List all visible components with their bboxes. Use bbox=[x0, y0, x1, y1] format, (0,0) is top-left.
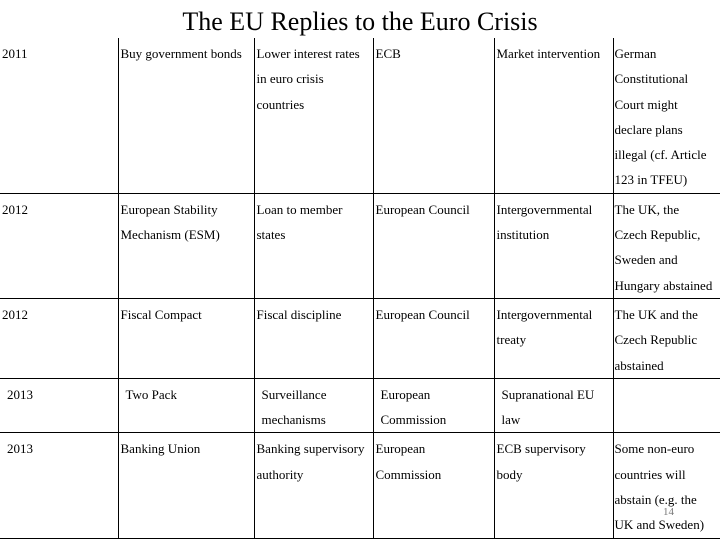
table-row bbox=[0, 298, 720, 378]
notes-cell: The UK and the Czech Republic abstained bbox=[613, 298, 720, 378]
type-cell: ECB supervisory body bbox=[494, 433, 613, 538]
aim-cell: Surveillance mechanisms bbox=[254, 378, 373, 433]
page-number: 14 bbox=[663, 506, 674, 518]
year-cell: 2011 bbox=[0, 38, 118, 193]
actor-cell: European Council bbox=[373, 298, 494, 378]
table-row bbox=[0, 38, 720, 193]
measure-cell: European Stability Mechanism (ESM) bbox=[118, 193, 254, 298]
notes-cell: The UK, the Czech Republic, Sweden and Hungary abstained bbox=[613, 193, 720, 298]
aim-cell: Loan to member states bbox=[254, 193, 373, 298]
actor-cell: European Council bbox=[373, 193, 494, 298]
table-row bbox=[0, 378, 720, 433]
actor-cell: European Commission bbox=[373, 433, 494, 538]
slide-title: The EU Replies to the Euro Crisis bbox=[182, 7, 538, 36]
year-cell: 2013 bbox=[0, 433, 118, 538]
measure-cell: Two Pack bbox=[118, 378, 254, 433]
table-row bbox=[0, 433, 720, 538]
type-cell: Intergovernmental treaty bbox=[494, 298, 613, 378]
notes-cell: German Constitutional Court might declare plans illegal (cf. Article 123 in TFEU) bbox=[613, 38, 720, 193]
type-cell: Market intervention bbox=[494, 38, 613, 193]
type-cell: Intergovernmental institution bbox=[494, 193, 613, 298]
measure-cell: Fiscal Compact bbox=[118, 298, 254, 378]
actor-cell: ECB bbox=[373, 38, 494, 193]
year-cell: 2012 bbox=[0, 193, 118, 298]
aim-cell: Fiscal discipline bbox=[254, 298, 373, 378]
aim-cell: Banking supervisory authority bbox=[254, 433, 373, 538]
measure-cell: Banking Union bbox=[118, 433, 254, 538]
measure-cell: Buy government bonds bbox=[118, 38, 254, 193]
year-cell: 2013 bbox=[0, 378, 118, 433]
notes-cell: Some non-euro countries will abstain (e.g. the UK and Sweden) bbox=[613, 433, 720, 538]
actor-cell: European Commission bbox=[373, 378, 494, 433]
type-cell: Supranational EU law bbox=[494, 378, 613, 433]
notes-cell bbox=[613, 378, 720, 433]
aim-cell: Lower interest rates in euro crisis countries bbox=[254, 38, 373, 193]
table-row bbox=[0, 193, 720, 298]
eu-crisis-table bbox=[0, 38, 720, 539]
year-cell: 2012 bbox=[0, 298, 118, 378]
